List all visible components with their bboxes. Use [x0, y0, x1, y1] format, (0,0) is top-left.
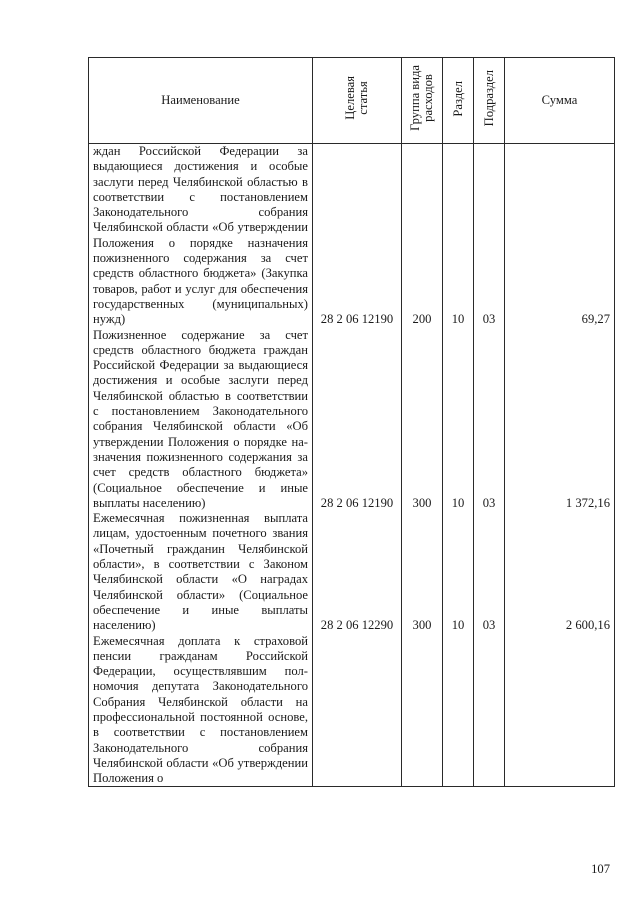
row-target: 28 2 06 12190: [313, 144, 402, 328]
row-subsection: 03: [474, 511, 505, 633]
row-group: 300: [402, 328, 443, 512]
row-subsection: 03: [474, 144, 505, 328]
table-row: [89, 144, 615, 328]
header-name: Наименование: [89, 58, 313, 144]
budget-table: [88, 57, 615, 787]
header-target: Целевая статья: [313, 58, 402, 144]
row-target: 28 2 06 12290: [313, 511, 402, 633]
row-subsection: [474, 634, 505, 787]
row-name: Ежемесячная доплата к страховой пенсии гражданам Российской Федерации, осуществлявшим полномочия депутата Законодательного Собрания Челябинской области на профессиональной постоянной основе, в соответствии с постановлением Законодательного собрания Челябинской области «Об утверждении Положения о: [89, 634, 313, 787]
row-name: Пожизненное содержание за счет средств областного бюджета граждан Российской Федерации за выдающиеся достижения и особые заслуги перед Челябинской областью в соответствии с постановлением Законодательного собрания Челябинской области «Об утверждении Положения о порядке назначения пожизненного содержания за счет средств областного бюджета» (Социальное обеспечение и иные выплаты населению): [89, 328, 313, 512]
row-name: Ежемесячная пожизненная выплата лицам, удостоенным почетного звания «Почетный гражданин Челябинской области», в соответствии с Законом Челябинской области «О наградах Челябинской области» (Социальное обеспечение и иные выплаты населению): [89, 511, 313, 633]
header-row: [89, 58, 615, 144]
row-section: 10: [443, 511, 474, 633]
row-target: 28 2 06 12190: [313, 328, 402, 512]
row-group: 300: [402, 511, 443, 633]
row-group: [402, 634, 443, 787]
page-number: 107: [591, 862, 610, 876]
row-name: ждан Российской Федерации за выдающиеся достижения и особые заслуги перед Челябинской областью в соответствии с постановлением Законодательного собрания Челябинской области «Об утверждении Положения о порядке назначения пожизненного содержания за счет средств областного бюджета» (Закупка товаров, работ и услуг для обеспечения государственных (муниципальных) нужд): [89, 144, 313, 328]
table-row: [89, 511, 615, 633]
row-subsection: 03: [474, 328, 505, 512]
header-section: Раздел: [443, 58, 474, 144]
table-row: [89, 634, 615, 787]
header-sum: Сумма: [505, 58, 615, 144]
row-group: 200: [402, 144, 443, 328]
table-row: [89, 328, 615, 512]
row-section: [443, 634, 474, 787]
row-sum: 2 600,16: [505, 511, 615, 633]
row-sum: 1 372,16: [505, 328, 615, 512]
row-sum: 69,27: [505, 144, 615, 328]
header-group: Группа вида расходов: [402, 58, 443, 144]
row-section: 10: [443, 328, 474, 512]
row-sum: [505, 634, 615, 787]
header-subsection: Подраздел: [474, 58, 505, 144]
row-section: 10: [443, 144, 474, 328]
row-target: [313, 634, 402, 787]
